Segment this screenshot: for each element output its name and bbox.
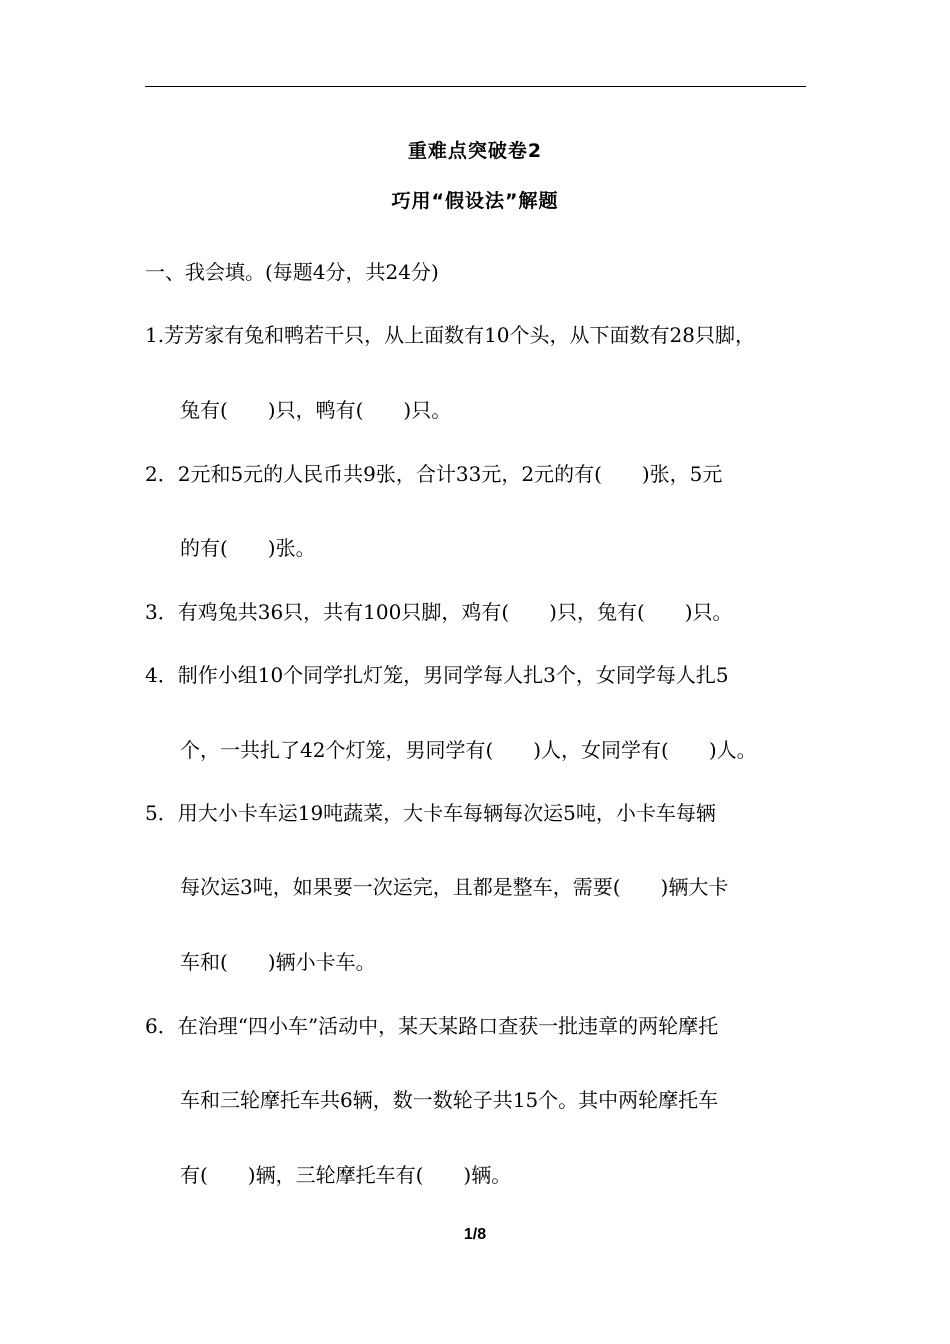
question-line: 的有( )张。	[180, 536, 316, 560]
question-line: 1.芳芳家有兔和鸭若干只，从上面数有10个头，从下面数有28只脚，	[145, 323, 755, 347]
question-line: 3．有鸡兔共36只，共有100只脚，鸡有( )只，兔有( )只。	[145, 600, 733, 624]
question-line: 每次运3吨，如果要一次运完，且都是整车，需要( )辆大卡	[180, 875, 729, 899]
page-title: 重难点突破卷2	[407, 140, 543, 162]
header-rule	[145, 86, 806, 87]
question-line: 有( )辆，三轮摩托车有( )辆。	[180, 1163, 512, 1187]
question-line: 车和三轮摩托车共6辆，数一数轮子共15个。其中两轮摩托车	[180, 1088, 719, 1112]
question-line: 4．制作小组10个同学扎灯笼，男同学每人扎3个，女同学每人扎5	[145, 663, 729, 687]
question-line: 2．2元和5元的人民币共9张，合计33元，2元的有( )张，5元	[145, 462, 723, 486]
question-line: 车和( )辆小卡车。	[180, 950, 376, 974]
section-heading: 一、我会填。(每题4分，共24分)	[145, 260, 439, 284]
question-line: 兔有( )只，鸭有( )只。	[180, 398, 452, 422]
question-line: 个，一共扎了42个灯笼，男同学有( )人，女同学有( )人。	[180, 738, 757, 762]
page-subtitle: 巧用“假设法”解题	[391, 190, 559, 212]
page-number: 1/8	[463, 1226, 487, 1243]
question-line: 5．用大小卡车运19吨蔬菜，大卡车每辆每次运5吨，小卡车每辆	[145, 801, 716, 825]
question-line: 6．在治理“四小车”活动中，某天某路口查获一批违章的两轮摩托	[145, 1014, 719, 1038]
